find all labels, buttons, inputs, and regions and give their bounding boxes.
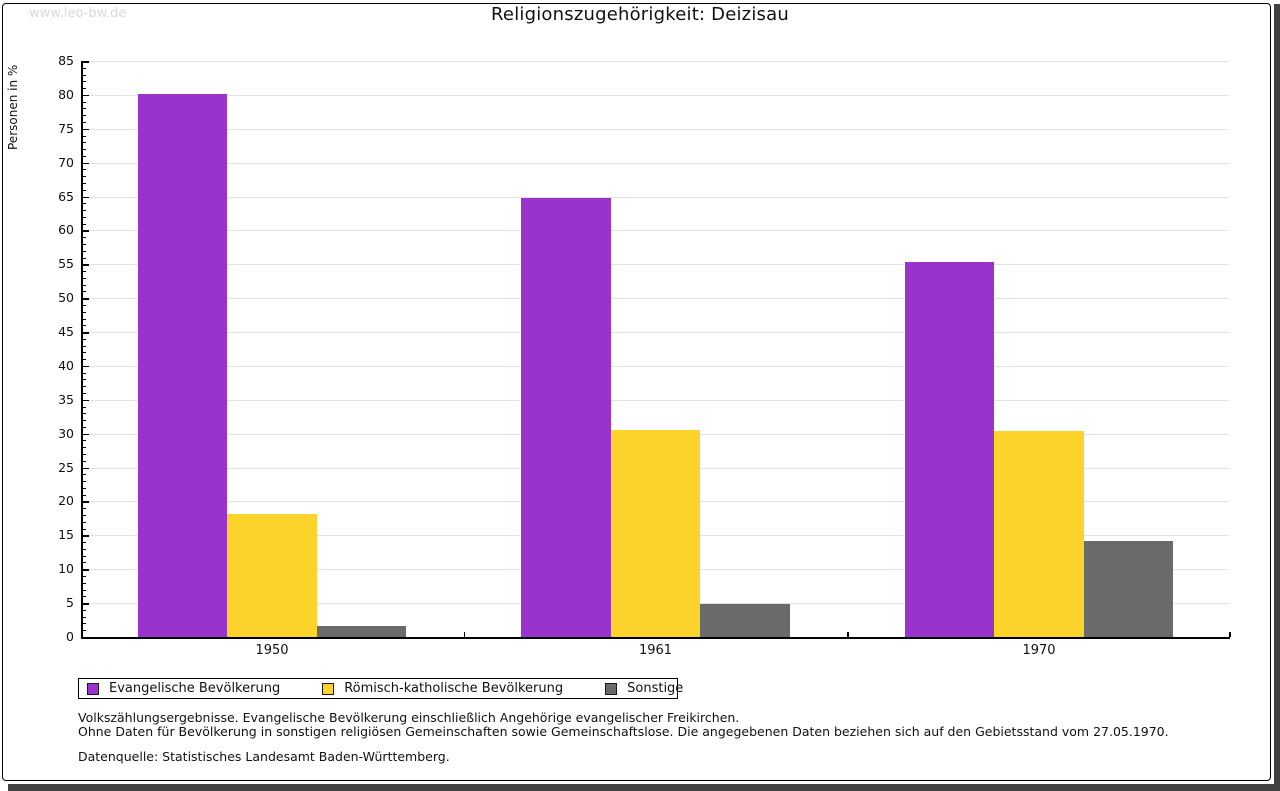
y-tick-label-50: 50: [58, 290, 74, 306]
y-minor-tick: [82, 393, 86, 394]
y-tick-label-55: 55: [58, 256, 74, 272]
y-minor-tick: [82, 556, 86, 557]
y-tick-label-65: 65: [58, 188, 74, 204]
bar-1950-evangelisch: [138, 94, 228, 637]
y-minor-tick: [82, 576, 86, 577]
gridline-y-75: [82, 129, 1229, 130]
y-major-tick: [82, 197, 89, 199]
y-minor-tick: [82, 224, 86, 225]
y-major-tick: [82, 603, 89, 605]
gridline-y-70: [82, 163, 1229, 164]
y-minor-tick: [82, 549, 86, 550]
y-minor-tick: [82, 346, 86, 347]
y-minor-tick: [82, 68, 86, 69]
y-minor-tick: [82, 386, 86, 387]
y-minor-tick: [82, 481, 86, 482]
y-minor-tick: [82, 359, 86, 360]
bar-1961-evangelisch: [521, 198, 611, 637]
y-major-tick: [82, 535, 89, 537]
y-minor-tick: [82, 169, 86, 170]
y-minor-tick: [82, 522, 86, 523]
y-major-tick: [82, 468, 89, 470]
y-minor-tick: [82, 183, 86, 184]
y-minor-tick: [82, 454, 86, 455]
gridline-y-50: [82, 298, 1229, 299]
footnote-line-1: Volkszählungsergebnisse. Evangelische Bevölkerung einschließlich Angehörige evangelischer Freikirchen.: [78, 710, 740, 725]
y-minor-tick: [82, 75, 86, 76]
y-major-tick: [82, 298, 89, 300]
x-tick-label-1950: 1950: [255, 643, 289, 658]
legend-item-1: [322, 681, 563, 696]
y-minor-tick: [82, 420, 86, 421]
y-minor-tick: [82, 210, 86, 211]
y-major-tick: [82, 95, 89, 97]
y-minor-tick: [82, 630, 86, 631]
window-shadow-right: [1274, 4, 1280, 791]
data-source-note: Datenquelle: Statistisches Landesamt Baden-Württemberg.: [78, 749, 450, 764]
x-boundary-tick: [1229, 632, 1231, 637]
y-minor-tick: [82, 529, 86, 530]
y-minor-tick: [82, 413, 86, 414]
y-minor-tick: [82, 291, 86, 292]
legend-label: Evangelische Bevölkerung: [109, 681, 281, 696]
y-minor-tick: [82, 285, 86, 286]
y-tick-label-0: 0: [66, 629, 74, 644]
y-major-tick: [82, 400, 89, 402]
bar-1950-katholisch: [227, 514, 317, 637]
y-minor-tick: [82, 176, 86, 177]
gridline-y-55: [82, 264, 1229, 265]
x-boundary-tick: [847, 632, 849, 637]
y-major-tick: [82, 230, 89, 232]
y-minor-tick: [82, 271, 86, 272]
y-minor-tick: [82, 617, 86, 618]
y-major-tick: [82, 129, 89, 131]
gridline-y-45: [82, 332, 1229, 333]
y-tick-label-15: 15: [58, 527, 74, 543]
y-minor-tick: [82, 590, 86, 591]
gridline-y-40: [82, 366, 1229, 367]
legend-swatch-icon: [87, 683, 99, 695]
y-major-tick: [82, 501, 89, 503]
y-tick-label-45: 45: [58, 324, 74, 340]
bar-1950-sonstige: [317, 626, 407, 637]
y-minor-tick: [82, 136, 86, 137]
y-minor-tick: [82, 312, 86, 313]
y-minor-tick: [82, 542, 86, 543]
y-minor-tick: [82, 610, 86, 611]
gridline-y-60: [82, 230, 1229, 231]
y-minor-tick: [82, 258, 86, 259]
y-minor-tick: [82, 190, 86, 191]
x-tick-label-1961: 1961: [638, 643, 673, 658]
y-minor-tick: [82, 319, 86, 320]
y-minor-tick: [82, 244, 86, 245]
y-major-tick: [82, 569, 89, 571]
y-minor-tick: [82, 156, 86, 157]
y-tick-label-60: 60: [58, 222, 74, 238]
y-minor-tick: [82, 278, 86, 279]
y-minor-tick: [82, 203, 86, 204]
y-minor-tick: [82, 440, 86, 441]
y-axis: [81, 61, 83, 638]
y-major-tick: [82, 366, 89, 368]
legend-swatch-icon: [605, 683, 617, 695]
y-minor-tick: [82, 339, 86, 340]
y-minor-tick: [82, 102, 86, 103]
y-minor-tick: [82, 325, 86, 326]
gridline-y-85: [82, 61, 1229, 62]
legend-swatch-icon: [322, 683, 334, 695]
y-minor-tick: [82, 379, 86, 380]
y-minor-tick: [82, 461, 86, 462]
y-minor-tick: [82, 108, 86, 109]
y-tick-label-30: 30: [58, 425, 74, 441]
y-minor-tick: [82, 142, 86, 143]
y-tick-label-25: 25: [58, 459, 74, 475]
y-minor-tick: [82, 427, 86, 428]
footnote-line-2: Ohne Daten für Bevölkerung in sonstigen religiösen Gemeinschaften sowie Gemeinschaftslose. Die angegebenen Daten beziehen sich auf den Gebietsstand vom 27.05.1970.: [78, 724, 1169, 739]
y-minor-tick: [82, 623, 86, 624]
bar-1970-evangelisch: [905, 262, 995, 637]
gridline-y-80: [82, 95, 1229, 96]
y-minor-tick: [82, 88, 86, 89]
y-tick-label-10: 10: [58, 561, 74, 577]
y-tick-label-40: 40: [58, 357, 74, 373]
y-minor-tick: [82, 352, 86, 353]
legend-label: Sonstige: [627, 681, 684, 696]
y-major-tick: [82, 332, 89, 334]
y-minor-tick: [82, 373, 86, 374]
x-boundary-tick: [464, 632, 466, 637]
legend-label: Römisch-katholische Bevölkerung: [344, 681, 564, 696]
y-tick-label-75: 75: [58, 120, 74, 136]
y-major-tick: [82, 264, 89, 266]
y-tick-label-85: 85: [58, 53, 74, 68]
legend-item-0: [87, 681, 280, 696]
chart-title: Religionszugehörigkeit: Deizisau: [491, 4, 789, 25]
y-tick-label-20: 20: [58, 493, 74, 509]
y-minor-tick: [82, 237, 86, 238]
y-minor-tick: [82, 122, 86, 123]
y-minor-tick: [82, 407, 86, 408]
y-minor-tick: [82, 474, 86, 475]
y-minor-tick: [82, 251, 86, 252]
y-minor-tick: [82, 596, 86, 597]
bar-1970-sonstige: [1084, 541, 1174, 637]
gridline-y-35: [82, 400, 1229, 401]
y-minor-tick: [82, 115, 86, 116]
y-tick-label-80: 80: [58, 86, 74, 102]
y-tick-label-35: 35: [58, 391, 74, 407]
y-minor-tick: [82, 495, 86, 496]
y-minor-tick: [82, 217, 86, 218]
y-minor-tick: [82, 508, 86, 509]
y-major-tick: [82, 434, 89, 436]
watermark: www.leo-bw.de: [25, 6, 130, 21]
legend-item-2: [605, 681, 683, 696]
gridline-y-65: [82, 197, 1229, 198]
y-minor-tick: [82, 305, 86, 306]
y-minor-tick: [82, 81, 86, 82]
legend: [78, 678, 684, 699]
y-minor-tick: [82, 515, 86, 516]
x-tick-label-1970: 1970: [1022, 643, 1056, 658]
y-minor-tick: [82, 447, 86, 448]
y-tick-label-5: 5: [66, 595, 74, 611]
y-axis-title: Personen in %: [6, 64, 20, 151]
bar-1961-sonstige: [700, 604, 790, 637]
y-minor-tick: [82, 488, 86, 489]
y-minor-tick: [82, 562, 86, 563]
y-tick-label-70: 70: [58, 154, 74, 170]
bar-1970-katholisch: [994, 431, 1084, 637]
y-major-tick: [82, 61, 89, 63]
y-minor-tick: [82, 583, 86, 584]
y-major-tick: [82, 163, 89, 165]
window-shadow-bottom: [8, 784, 1280, 791]
bar-1961-katholisch: [611, 430, 701, 637]
y-minor-tick: [82, 149, 86, 150]
x-axis: [81, 637, 1230, 639]
